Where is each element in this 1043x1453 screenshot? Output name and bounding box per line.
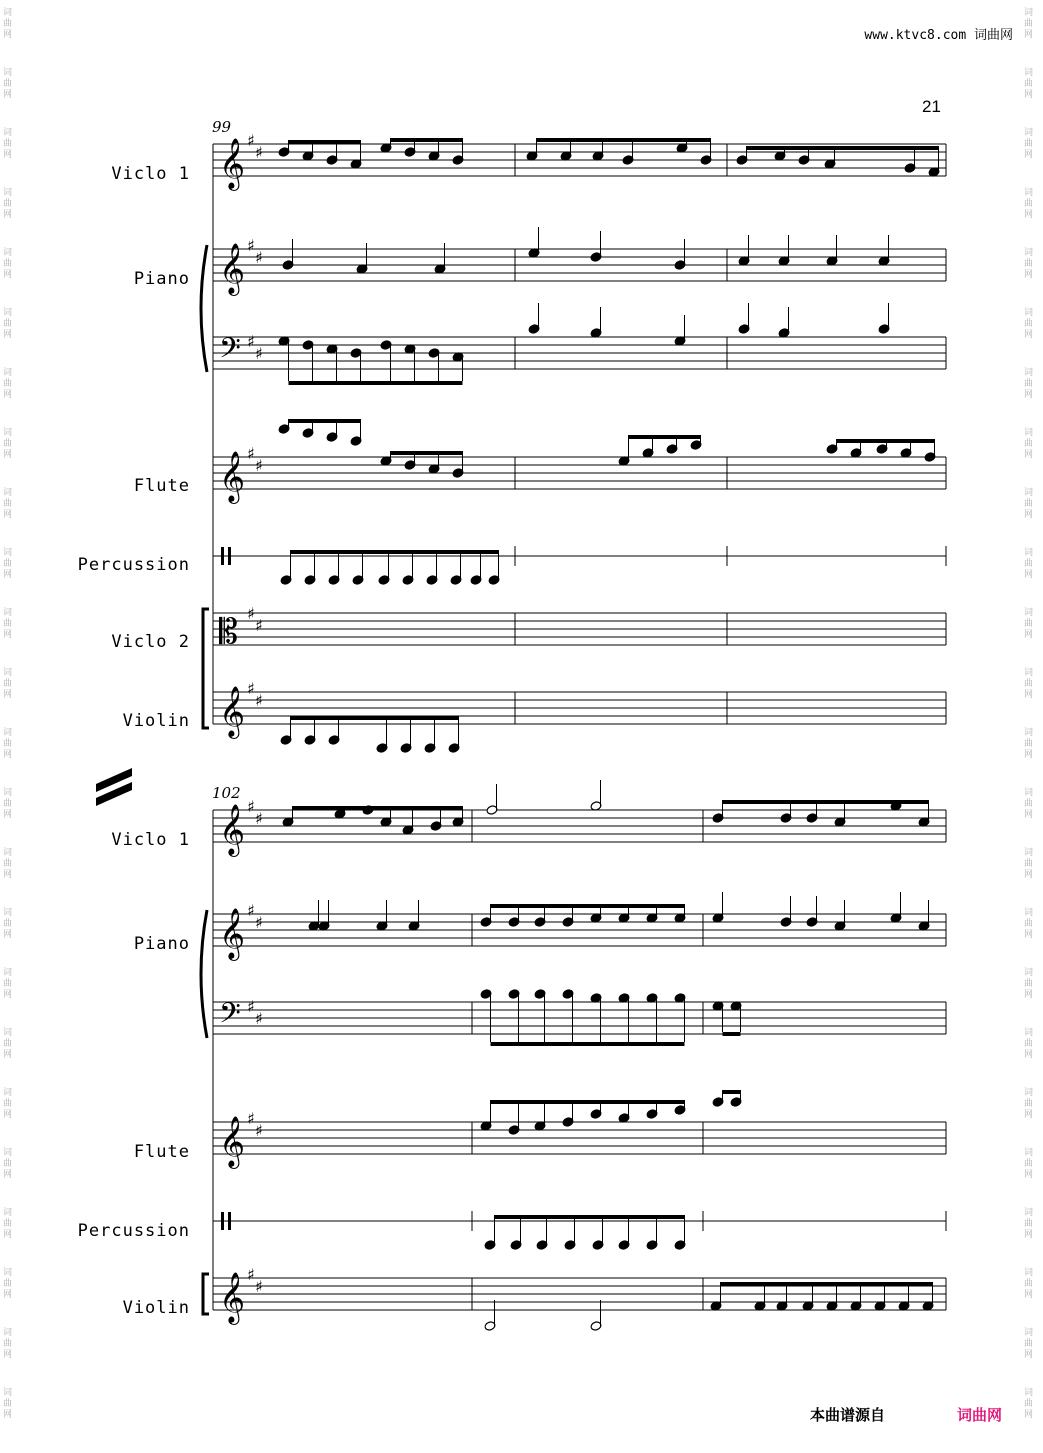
watermark-glyph: 网 [1024, 390, 1034, 400]
watermark-glyph: 网 [1024, 1350, 1034, 1360]
treble-clef: 𝄞 [219, 1116, 246, 1167]
watermark-glyph: 词 [1024, 188, 1034, 198]
treble-clef: 𝄞 [219, 243, 246, 294]
sharp-sign: ♯ [247, 1109, 255, 1128]
staff-label-flute: Flute [133, 476, 190, 496]
sharp-sign: ♯ [255, 1121, 263, 1140]
watermark-glyph: 词 [1024, 1208, 1034, 1218]
watermark-glyph: 曲 [1024, 1219, 1034, 1229]
watermark-glyph: 曲 [3, 919, 13, 929]
watermark-glyph: 词 [1024, 968, 1034, 978]
sharp-sign: ♯ [247, 1265, 255, 1284]
watermark-glyph: 词 [3, 308, 13, 318]
sharp-sign: ♯ [247, 679, 255, 698]
watermark-glyph: 词 [1024, 1328, 1034, 1338]
note-beam [291, 716, 459, 720]
watermark-glyph: 曲 [1024, 979, 1034, 989]
watermark-glyph: 词 [3, 728, 13, 738]
staff-label-violin: Violin [122, 711, 190, 731]
watermark-glyph: 网 [3, 1110, 13, 1120]
watermark-glyph: 网 [3, 1410, 13, 1420]
site-url[interactable]: www.ktvc8.com 词曲网 [864, 28, 1013, 43]
bass-clef: 𝄢 [219, 997, 241, 1037]
watermark-glyph: 词 [3, 428, 13, 438]
watermark-glyph: 词 [1024, 788, 1034, 798]
treble-clef: 𝄞 [219, 908, 246, 959]
sharp-sign: ♯ [255, 344, 263, 363]
watermark-glyph: 词 [1024, 908, 1034, 918]
measure-number-102: 102 [212, 784, 241, 802]
watermark-glyph: 词 [1024, 1148, 1034, 1158]
watermark-glyph: 词 [1024, 1268, 1034, 1278]
watermark-glyph: 网 [3, 270, 13, 280]
watermark-glyph: 曲 [3, 79, 13, 89]
footer-brand-link[interactable]: 词曲网 [957, 1406, 1003, 1424]
watermark-glyph: 网 [3, 1050, 13, 1060]
piano-brace [201, 910, 207, 1038]
watermark-glyph: 词 [3, 188, 13, 198]
watermark-glyph: 词 [1024, 1028, 1034, 1038]
percussion-clef [228, 547, 231, 565]
watermark-glyph: 曲 [1024, 1099, 1034, 1109]
sharp-sign: ♯ [255, 691, 263, 710]
note-beam [289, 140, 361, 144]
watermark-glyph: 曲 [3, 139, 13, 149]
watermark-glyph: 曲 [3, 679, 13, 689]
watermark-glyph: 词 [1024, 548, 1034, 558]
watermark-glyph: 词 [3, 788, 13, 798]
watermark-glyph: 曲 [3, 1219, 13, 1229]
watermark-glyph: 词 [3, 1028, 13, 1038]
watermark-glyph: 网 [1024, 1110, 1034, 1120]
watermark-glyph: 词 [3, 1328, 13, 1338]
watermark-glyph: 词 [1024, 668, 1034, 678]
sharp-sign: ♯ [255, 616, 263, 635]
note-beam [491, 1100, 685, 1104]
watermark-glyph: 网 [1024, 1230, 1034, 1240]
watermark-glyph: 词 [3, 128, 13, 138]
watermark-glyph: 词 [1024, 428, 1034, 438]
watermark-glyph: 曲 [3, 1039, 13, 1049]
watermark-glyph: 网 [3, 1230, 13, 1240]
watermark-glyph: 词 [1024, 368, 1034, 378]
watermark-glyph: 词 [1024, 68, 1034, 78]
watermark-glyph: 网 [3, 690, 13, 700]
watermark-glyph: 词 [3, 1208, 13, 1218]
watermark-glyph: 曲 [1024, 439, 1034, 449]
watermark-glyph: 网 [1024, 750, 1034, 760]
watermark-glyph: 曲 [3, 979, 13, 989]
piano-brace [201, 245, 207, 372]
page-number: 21 [922, 97, 941, 116]
watermark-glyph: 曲 [3, 439, 13, 449]
watermark-glyph: 曲 [3, 739, 13, 749]
watermark-glyph: 曲 [1024, 799, 1034, 809]
watermark-glyph: 词 [1024, 128, 1034, 138]
bass-clef: 𝄢 [219, 332, 241, 372]
watermark-glyph: 曲 [3, 559, 13, 569]
percussion-clef [221, 1212, 224, 1230]
watermark-glyph: 词 [3, 668, 13, 678]
note-beam [537, 138, 711, 142]
sharp-sign: ♯ [247, 604, 255, 623]
watermark-glyph: 词 [1024, 728, 1034, 738]
watermark-glyph: 网 [3, 150, 13, 160]
watermark-glyph: 曲 [1024, 139, 1034, 149]
watermark-glyph: 网 [1024, 270, 1034, 280]
watermark-glyph: 曲 [1024, 1039, 1034, 1049]
watermark-glyph: 曲 [3, 1399, 13, 1409]
watermark-glyph: 网 [1024, 930, 1034, 940]
watermark-glyph: 词 [3, 488, 13, 498]
watermark-glyph: 词 [3, 548, 13, 558]
watermark-glyph: 网 [1024, 1290, 1034, 1300]
watermark-glyph: 网 [3, 570, 13, 580]
note-beam [391, 451, 463, 455]
strings-bracket [203, 609, 209, 728]
watermark-glyph: 曲 [3, 1099, 13, 1109]
watermark-glyph: 网 [1024, 1410, 1034, 1420]
watermark-glyph: 网 [1024, 870, 1034, 880]
notation-layer [96, 131, 946, 1331]
watermark-glyph: 词 [3, 1388, 13, 1398]
note-beam [495, 1215, 685, 1219]
watermark-glyph: 曲 [1024, 1399, 1034, 1409]
watermark-glyph: 网 [1024, 210, 1034, 220]
watermark-glyph: 词 [1024, 1388, 1034, 1398]
watermark-glyph: 词 [3, 608, 13, 618]
note-beam [629, 435, 701, 439]
watermark-glyph: 网 [1024, 30, 1034, 40]
watermark-glyph: 曲 [3, 1339, 13, 1349]
staff-label-piano: Piano [133, 269, 190, 289]
note-beam [491, 1042, 685, 1046]
watermark-glyph: 曲 [1024, 739, 1034, 749]
note-beam [723, 1090, 741, 1094]
staff-label-piano: Piano [133, 934, 190, 954]
watermark-glyph: 曲 [3, 19, 13, 29]
watermark-glyph: 网 [1024, 810, 1034, 820]
watermark-glyph: 曲 [3, 1279, 13, 1289]
watermark-glyph: 曲 [1024, 679, 1034, 689]
watermark-glyph: 网 [3, 630, 13, 640]
watermark-glyph: 曲 [3, 319, 13, 329]
watermark-glyph: 词 [3, 248, 13, 258]
watermark-glyph: 曲 [1024, 619, 1034, 629]
watermark-glyph: 网 [3, 210, 13, 220]
watermark-glyph: 曲 [1024, 199, 1034, 209]
watermark-glyph: 词 [3, 1268, 13, 1278]
percussion-clef [221, 547, 224, 565]
sharp-sign: ♯ [255, 809, 263, 828]
watermark-glyph: 词 [3, 908, 13, 918]
sharp-sign: ♯ [255, 143, 263, 162]
watermark-glyph: 词 [3, 848, 13, 858]
watermark-glyph: 曲 [1024, 559, 1034, 569]
watermark-glyph: 词 [3, 1088, 13, 1098]
note-beam [723, 1032, 741, 1036]
sharp-sign: ♯ [247, 332, 255, 351]
watermark-glyph: 网 [3, 1170, 13, 1180]
sharp-sign: ♯ [247, 131, 255, 150]
treble-clef: 𝄞 [219, 1272, 246, 1323]
percussion-clef [228, 1212, 231, 1230]
note-beam [291, 550, 499, 554]
sharp-sign: ♯ [247, 997, 255, 1016]
staff-label-violin: Violin [122, 1298, 190, 1318]
watermark-glyph: 曲 [1024, 499, 1034, 509]
note-beam [289, 381, 463, 385]
watermark-glyph: 曲 [3, 259, 13, 269]
sharp-sign: ♯ [255, 1277, 263, 1296]
watermark-glyph: 词 [1024, 608, 1034, 618]
note-beam [747, 146, 939, 150]
watermark-glyph: 曲 [1024, 1279, 1034, 1289]
watermark-glyph: 曲 [1024, 919, 1034, 929]
watermark-glyph: 网 [1024, 1170, 1034, 1180]
watermark-glyph: 词 [1024, 848, 1034, 858]
staff-label-percussion: Percussion [77, 1221, 190, 1241]
watermark-glyph: 曲 [3, 1159, 13, 1169]
treble-clef: 𝄞 [219, 451, 246, 502]
watermark-glyph: 网 [3, 1290, 13, 1300]
watermark-glyph: 词 [1024, 248, 1034, 258]
watermark-glyph: 网 [3, 930, 13, 940]
watermark-glyph: 网 [3, 990, 13, 1000]
staff-label-viclo1: Viclo 1 [111, 164, 190, 184]
watermark-glyph: 网 [1024, 1050, 1034, 1060]
watermark-glyph: 曲 [3, 799, 13, 809]
staff-label-viclo1: Viclo 1 [111, 830, 190, 850]
footer-source-label: 本曲谱源自 [810, 1406, 886, 1424]
watermark-glyph: 曲 [1024, 379, 1034, 389]
sharp-sign: ♯ [247, 444, 255, 463]
watermark-glyph: 网 [3, 390, 13, 400]
watermark-glyph: 词 [1024, 8, 1034, 18]
watermark-glyph: 网 [3, 870, 13, 880]
watermark-glyph: 网 [1024, 990, 1034, 1000]
watermark-glyph: 曲 [3, 859, 13, 869]
watermark-glyph: 网 [1024, 690, 1034, 700]
note-beam [491, 904, 685, 908]
watermark-glyph: 词 [1024, 308, 1034, 318]
watermark-glyph: 曲 [1024, 1159, 1034, 1169]
watermark-glyph: 曲 [1024, 319, 1034, 329]
watermark-glyph: 曲 [1024, 859, 1034, 869]
watermark-glyph: 曲 [3, 379, 13, 389]
treble-clef: 𝄞 [219, 804, 246, 855]
watermark-glyph: 词 [3, 968, 13, 978]
sharp-sign: ♯ [247, 236, 255, 255]
watermark-glyph: 网 [3, 30, 13, 40]
watermark-glyph: 网 [1024, 630, 1034, 640]
staff-label-flute: Flute [133, 1142, 190, 1162]
watermark-glyph: 网 [1024, 150, 1034, 160]
watermark-glyph: 网 [1024, 450, 1034, 460]
staff-label-viclo2: Viclo 2 [111, 632, 190, 652]
note-beam [293, 806, 463, 810]
watermark-glyph: 词 [1024, 1088, 1034, 1098]
sharp-sign: ♯ [247, 901, 255, 920]
watermark-glyph: 网 [3, 810, 13, 820]
watermark-glyph: 词 [3, 68, 13, 78]
watermark-glyph: 曲 [1024, 259, 1034, 269]
staff-label-percussion: Percussion [77, 555, 190, 575]
watermark-glyph: 网 [1024, 330, 1034, 340]
note-beam [723, 800, 929, 804]
sharp-sign: ♯ [255, 913, 263, 932]
note-beam [837, 439, 935, 443]
watermark-glyph: 网 [3, 450, 13, 460]
treble-clef: 𝄞 [219, 138, 246, 189]
watermark-glyph: 网 [3, 1350, 13, 1360]
sharp-sign: ♯ [255, 456, 263, 475]
treble-clef: 𝄞 [219, 686, 246, 737]
measure-number-99: 99 [212, 118, 232, 136]
watermark-glyph: 词 [3, 368, 13, 378]
watermark-glyph: 网 [3, 750, 13, 760]
watermark-glyph: 曲 [1024, 79, 1034, 89]
strings-bracket [203, 1274, 209, 1314]
sharp-sign: ♯ [255, 248, 263, 267]
watermark-glyph: 网 [1024, 570, 1034, 580]
sharp-sign: ♯ [247, 797, 255, 816]
watermark-glyph: 网 [1024, 90, 1034, 100]
note-beam [391, 138, 463, 142]
watermark-glyph: 曲 [1024, 1339, 1034, 1349]
note-beam [721, 1282, 933, 1286]
watermark-glyph: 网 [3, 510, 13, 520]
watermark-glyph: 网 [1024, 510, 1034, 520]
watermark-glyph: 网 [3, 90, 13, 100]
alto-clef: 𝄡 [219, 612, 238, 652]
watermark-glyph: 曲 [1024, 19, 1034, 29]
watermark-glyph: 词 [3, 8, 13, 18]
sharp-sign: ♯ [255, 1009, 263, 1028]
watermark-glyph: 词 [1024, 488, 1034, 498]
note-beam [289, 419, 361, 423]
watermark-glyph: 曲 [3, 619, 13, 629]
watermark-glyph: 曲 [3, 499, 13, 509]
watermark-glyph: 词 [3, 1148, 13, 1158]
watermark-glyph: 网 [3, 330, 13, 340]
watermark-glyph: 曲 [3, 199, 13, 209]
